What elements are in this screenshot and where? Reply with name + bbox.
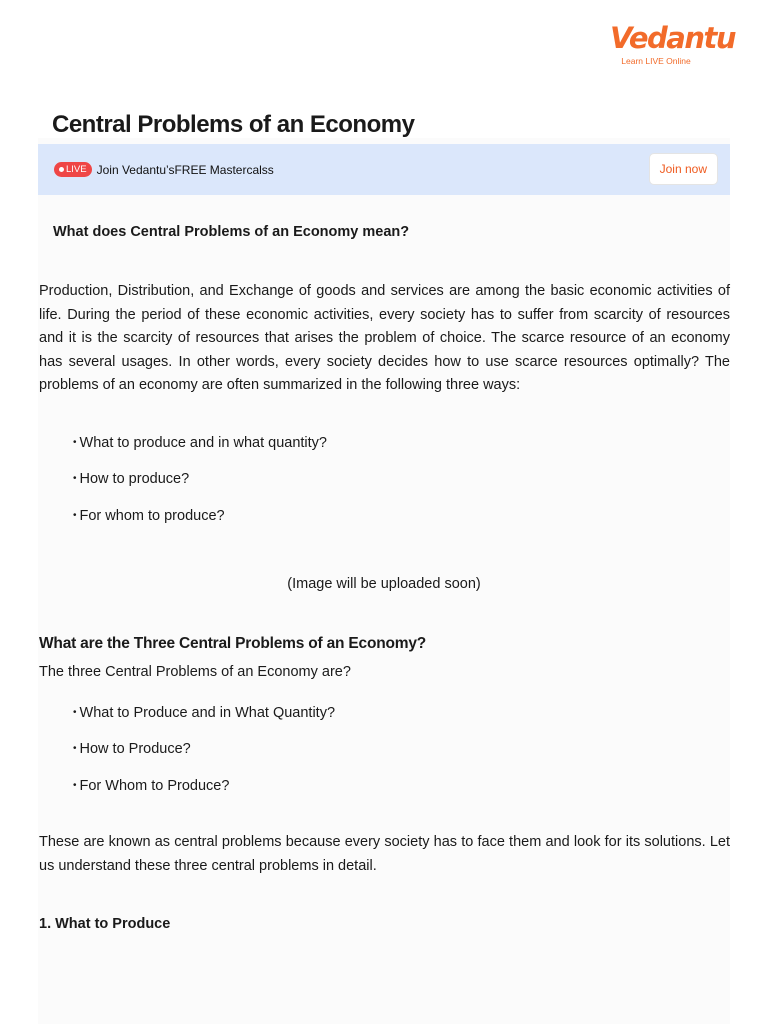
section-heading: What are the Three Central Problems of an Economy?: [39, 635, 427, 652]
vedantu-logo[interactable]: [610, 21, 735, 66]
list-item: • How to Produce?: [73, 739, 335, 775]
section-intro: The three Central Problems of an Economy are?: [39, 664, 351, 680]
list-item: • For whom to produce?: [73, 506, 327, 542]
live-dot-icon: [59, 167, 64, 172]
body-paragraph: These are known as central problems because every society has to face them and look for its solutions. Let us understand these three central problems in detail.: [39, 834, 730, 874]
subsection-heading: 1. What to Produce: [39, 916, 171, 932]
list-item: • What to Produce and in What Quantity?: [73, 703, 335, 739]
body-paragraph: Production, Distribution, and Exchange of goods and services are among the basic economic activities of life. During the period of these economic activities, every society has to suffer from scarcity of resources and it is the scarcity of resources that arises the problem of choice. The scarce resource of an economy has several usages. In other words, every society decides how to use scarce resources optimally? The problems of an economy are often summarized in the following three ways:: [39, 283, 730, 394]
bullet-list: [73, 433, 327, 542]
live-badge-label: LIVE: [66, 164, 87, 175]
list-item: • For Whom to Produce?: [73, 776, 335, 812]
section-heading: What does Central Problems of an Economy mean?: [53, 224, 410, 240]
join-now-button[interactable]: Join now: [649, 153, 718, 185]
logo-wordmark: Vedantu: [610, 21, 735, 55]
list-item: • What to produce and in what quantity?: [73, 433, 327, 469]
page-title: Central Problems of an Economy: [52, 111, 415, 138]
banner-text: Join Vedantu’sFREE Mastercalss: [96, 162, 274, 177]
live-badge: [54, 162, 92, 177]
masterclass-banner: [38, 144, 730, 195]
bullet-list: [73, 703, 335, 812]
list-item: • How to produce?: [73, 469, 327, 505]
image-placeholder-note: (Image will be uploaded soon): [287, 576, 481, 592]
logo-tagline: Learn LIVE Online: [621, 56, 691, 66]
